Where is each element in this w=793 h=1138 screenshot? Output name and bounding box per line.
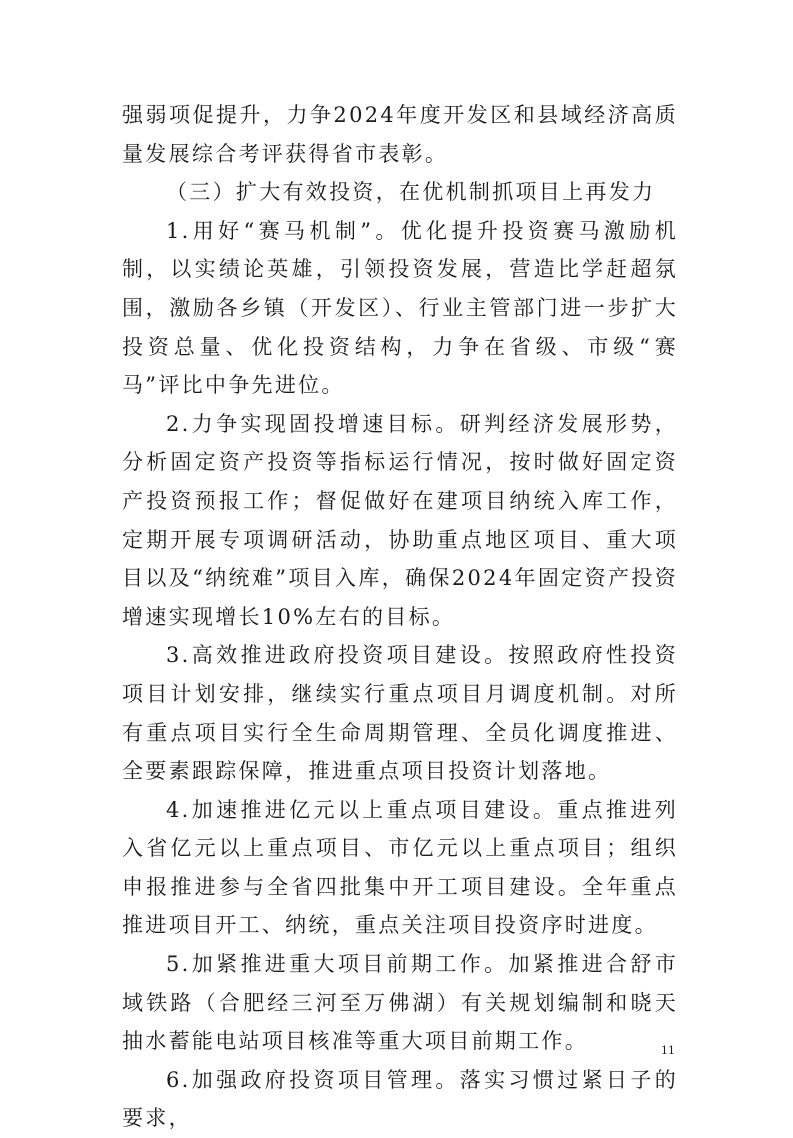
paragraph-item-4: 4.加速推进亿元以上重点项目建设。重点推进列入省亿元以上重点项目、市亿元以上重点项目；组织申报推进参与全省四批集中开工项目建设。全年重点推进项目开工、纳统，重点关注项目投资序时进度。 [122, 797, 678, 938]
paragraph-item-2: 2.力争实现固投增速目标。研判经济发展形势，分析固定资产投资等指标运行情况，按时做好固定资产投资预报工作；督促做好在建项目纳统入库工作，定期开展专项调研活动，协助重点地区项目、重大项目以及“纳统难”项目入库，确保2024年固定资产投资增速实现增长10%左右的目标。 [122, 411, 678, 629]
section-heading-expand-investment: （三）扩大有效投资，在优机制抓项目上再发力 [166, 180, 656, 205]
paragraph-continuation: 强弱项促提升，力争2024年度开发区和县域经济高质量发展综合考评获得省市表彰。 [122, 103, 678, 166]
page-number: 11 [661, 1044, 675, 1057]
paragraph-item-6: 6.加强政府投资项目管理。落实习惯过紧日子的要求， [122, 1067, 678, 1131]
paragraph-item-1: 1.用好“赛马机制”。优化提升投资赛马激励机制，以实绩论英雄，引领投资发展，营造比学赶超氛围，激励各乡镇（开发区）、行业主管部门进一步扩大投资总量、优化投资结构，力争在省级、市级“赛马”评比中争先进位。 [122, 218, 678, 398]
paragraph-item-3: 3.高效推进政府投资项目建设。按照政府性投资项目计划安排，继续实行重点项目月调度机制。对所有重点项目实行全生命周期管理、全员化调度推进、全要素跟踪保障，推进重点项目投资计划落地。 [122, 643, 678, 784]
paragraph-item-5: 5.加紧推进重大项目前期工作。加紧推进合舒市域铁路（合肥经三河至万佛湖）有关规划编制和晓天抽水蓄能电站项目核准等重大项目前期工作。 [122, 952, 678, 1054]
document-body [122, 96, 678, 1138]
